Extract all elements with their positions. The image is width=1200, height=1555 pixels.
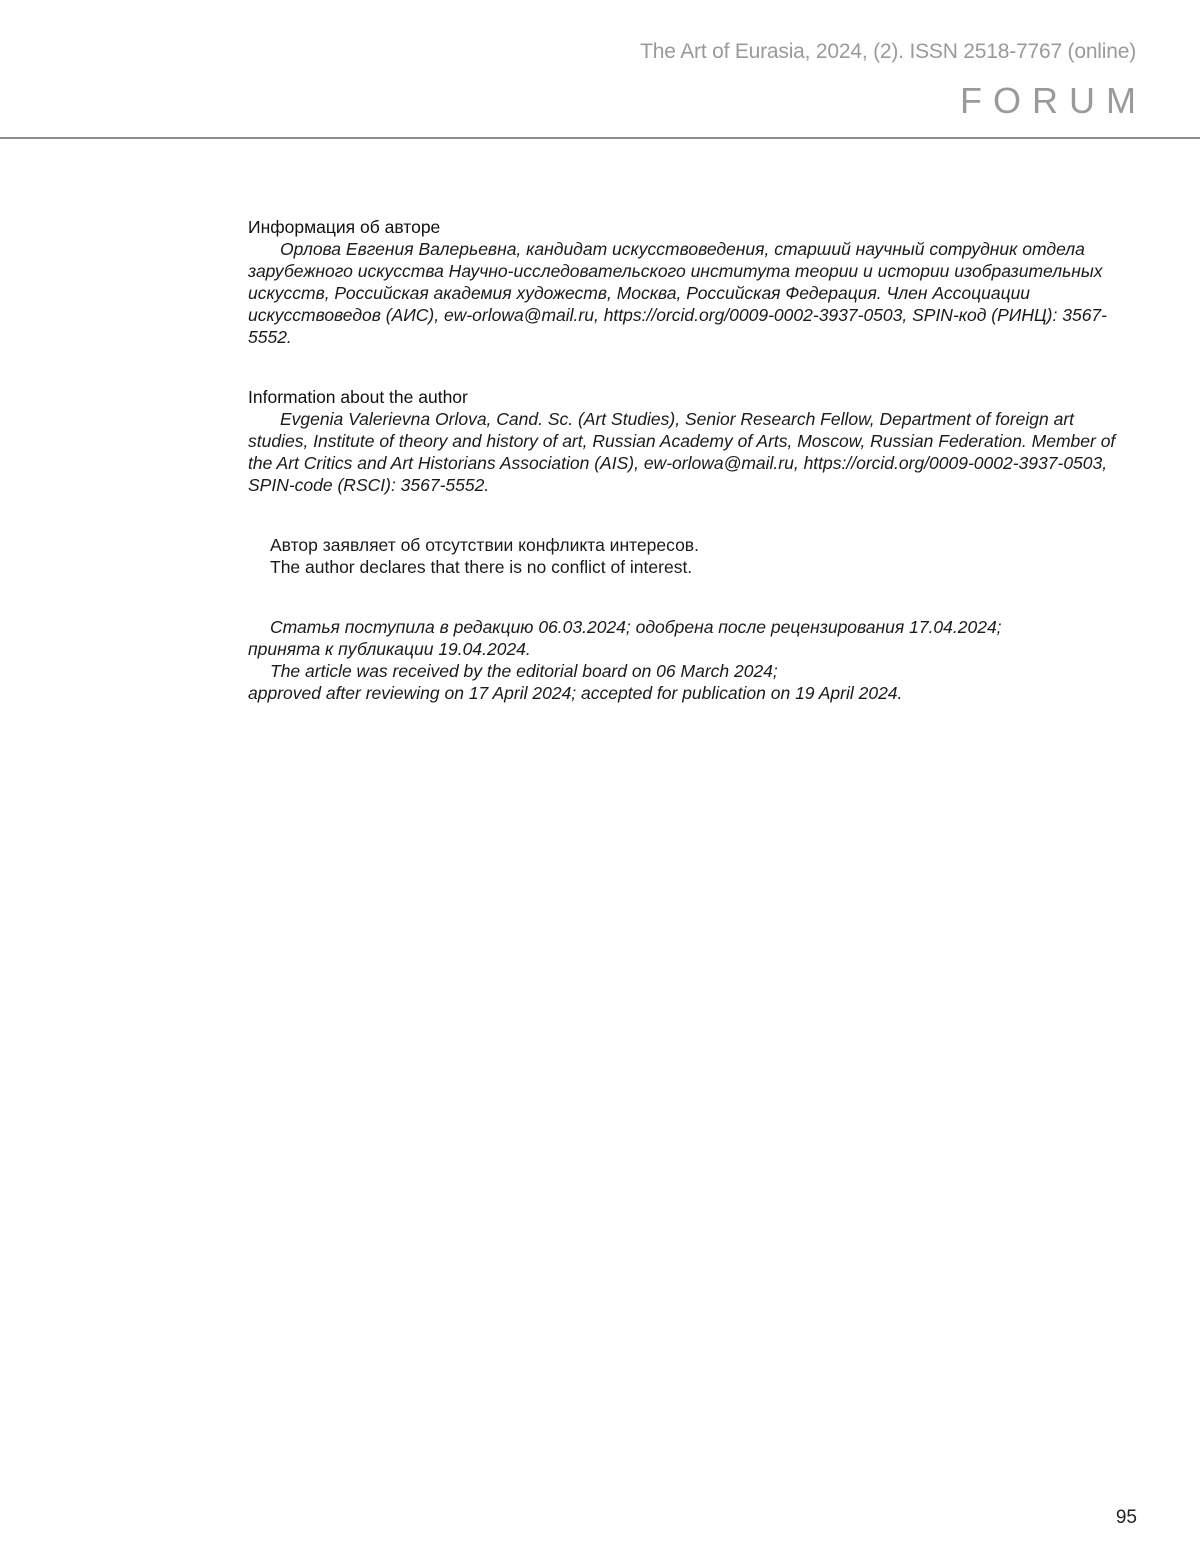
section-title: FORUM	[960, 80, 1147, 121]
conflict-statement-en: The author declares that there is no conflict of interest.	[270, 557, 693, 577]
article-footer-content	[248, 216, 1138, 704]
author-info-en-text: Evgenia Valerievna Orlova, Cand. Sc. (Art Studies), Senior Research Fellow, Department of foreign art studies, Institute of theory and history of art, Russian Academy of Arts, Moscow, Russian Federation. Member of the Art Critics and Art Historians Association (AIS), ew-orlowa@mail.ru, https://orcid.org/0009-0002-3937-0503, SPIN-code (RSCI): 3567-5552.	[248, 409, 1116, 495]
author-info-en-title: Information about the author	[248, 387, 468, 407]
dates-en-line1: The article was received by the editorial board on 06 March 2024;	[270, 661, 778, 681]
journal-header: The Art of Eurasia, 2024, (2). ISSN 2518-7767 (online)	[640, 40, 1136, 63]
header-divider	[0, 137, 1200, 139]
author-info-ru-title: Информация об авторе	[248, 217, 441, 237]
conflict-statement-ru: Автор заявляет об отсутствии конфликта интересов.	[270, 535, 699, 555]
dates-ru: Статья поступила в редакцию 06.03.2024; одобрена после рецензирования 17.04.2024; принята к публикации 19.04.2024.	[248, 617, 1002, 659]
page-number: 95	[1115, 1507, 1137, 1528]
dates-en-line2: approved after reviewing on 17 April 2024; accepted for publication on 19 April 2024.	[248, 683, 903, 703]
author-info-ru-text: Орлова Евгения Валерьевна, кандидат искусствоведения, старший научный сотрудник отдела зарубежного искусства Научно-исследовательского института теории и истории изобразительных искусств, Российская академия художеств, Москва, Российская Федерация. Член Ассоциации искусствоведов (АИС), ew-orlowa@mail.ru, https://orcid.org/0009-0002-3937-0503, SPIN-код (РИНЦ): 3567-5552.	[248, 239, 1107, 347]
